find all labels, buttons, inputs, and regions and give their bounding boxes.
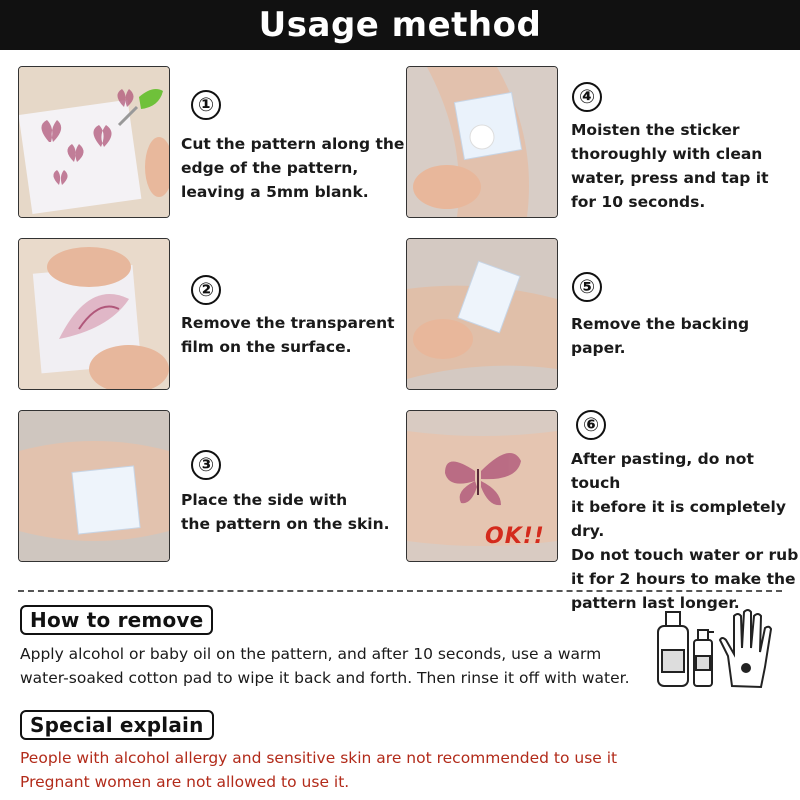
step-4-photo xyxy=(406,66,558,218)
ok-stamp: OK!! xyxy=(485,524,545,549)
step-1-photo xyxy=(18,66,170,218)
remove-backing-illustration xyxy=(407,239,557,389)
step-4-text: Moisten the sticker thoroughly with clean water, press and tap it for 10 seconds. xyxy=(571,121,769,211)
cutting-pattern-illustration xyxy=(19,67,169,217)
remove-heading: How to remove xyxy=(20,605,213,635)
remove-instructions: Apply alcohol or baby oil on the pattern, and after 10 seconds, use a warm water-soaked cotton pad to wipe it back and forth. Then rinse it off with water. xyxy=(20,645,630,687)
step-3-number: ③ xyxy=(191,450,221,480)
step-6-photo xyxy=(406,410,558,562)
peel-film-illustration xyxy=(19,239,169,389)
step-6-number: ⑥ xyxy=(576,410,606,440)
step-5-photo xyxy=(406,238,558,390)
page-title: Usage method xyxy=(0,0,800,50)
step-2-text: Remove the transparent film on the surface. xyxy=(181,314,395,356)
bottle-icon xyxy=(658,612,688,686)
step-5-number: ⑤ xyxy=(572,272,602,302)
step-4-number: ④ xyxy=(572,82,602,112)
special-heading: Special explain xyxy=(20,710,214,740)
section-divider xyxy=(18,590,782,592)
step-2-photo xyxy=(18,238,170,390)
moisten-sticker-illustration xyxy=(407,67,557,217)
place-sticker-illustration xyxy=(19,411,169,561)
step-3-text: Place the side with the pattern on the skin. xyxy=(181,491,390,533)
special-warnings: People with alcohol allergy and sensitive skin are not recommended to use it Pregnant women are not allowed to use it. xyxy=(20,749,618,791)
step-6-text: After pasting, do not touch it before it is completely dry. Do not touch water or rub it for 2 hours to make the pattern last longer. xyxy=(571,450,799,612)
spray-bottle-icon xyxy=(694,630,714,686)
step-1-number: ① xyxy=(191,90,221,120)
hand-icon xyxy=(720,610,771,687)
step-1-text: Cut the pattern along the edge of the pattern, leaving a 5mm blank. xyxy=(181,135,405,201)
step-2-number: ② xyxy=(191,275,221,305)
step-3-photo xyxy=(18,410,170,562)
remover-icons xyxy=(650,600,780,692)
step-5-text: Remove the backing paper. xyxy=(571,315,750,357)
